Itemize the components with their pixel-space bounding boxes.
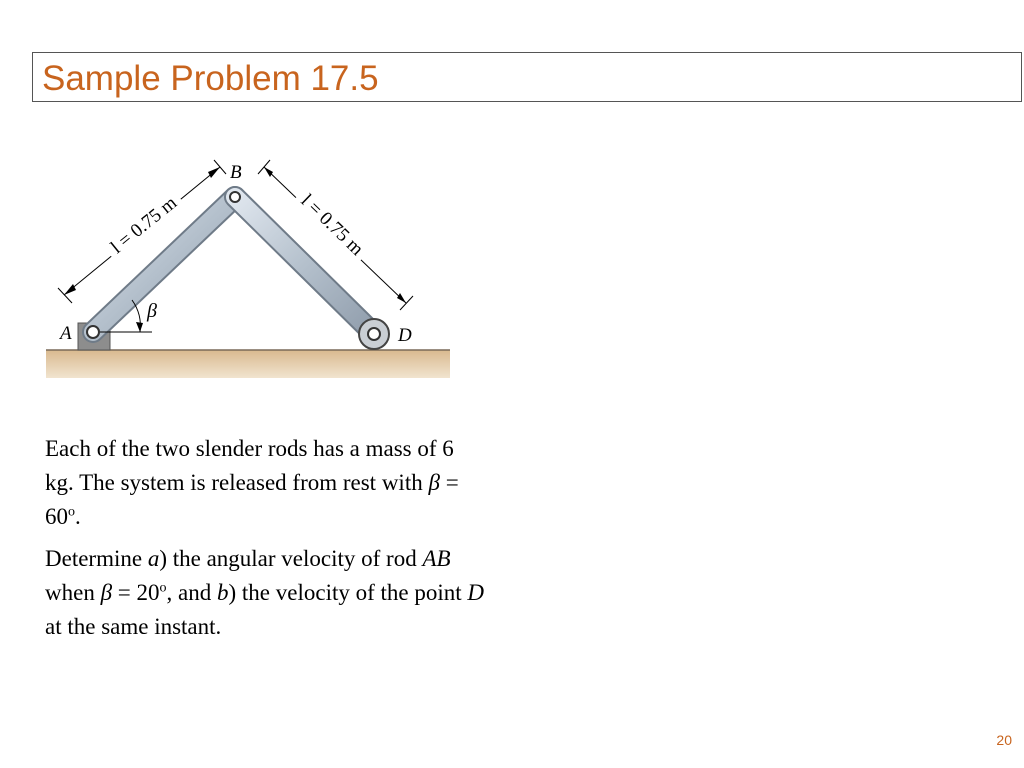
rod-diagram — [40, 145, 460, 385]
dimension-label-left: l = 0.75 m — [106, 192, 181, 258]
problem-paragraph-2: Determine a) the angular velocity of rod AB when $\beta = 20^o$, and b) the velocity of the point D at the same instant. — [45, 546, 485, 639]
title-box — [32, 52, 1022, 102]
slide-title: Sample Problem 17.5 — [42, 59, 379, 98]
pin-a — [87, 326, 99, 338]
label-d: D — [398, 325, 412, 346]
label-beta: β — [147, 300, 157, 322]
page-number: 20 — [996, 732, 1012, 748]
problem-paragraph-1: Each of the two slender rods has a mass of 6 kg. The system is released from rest with $\beta = 60^o$. — [45, 436, 459, 529]
label-a: A — [60, 323, 72, 344]
problem-text — [45, 432, 485, 652]
pin-b — [230, 192, 240, 202]
label-b: B — [230, 162, 242, 183]
dimension-label-right: l = 0.75 m — [296, 190, 368, 260]
ground — [46, 350, 450, 378]
